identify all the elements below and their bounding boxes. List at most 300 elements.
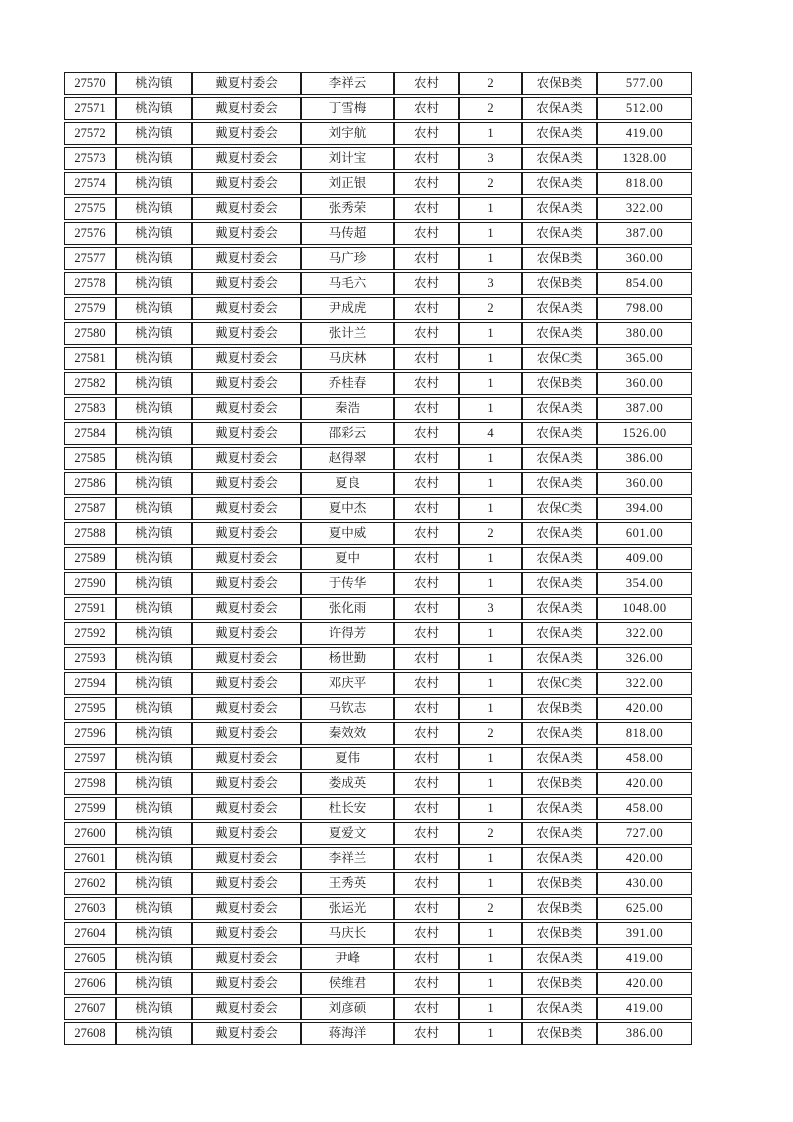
cell-village-committee: 戴夏村委会 [192, 422, 301, 445]
cell-household-category: 农村 [394, 347, 459, 370]
table-row [64, 897, 692, 920]
cell-town: 桃沟镇 [116, 672, 192, 695]
cell-person-name: 秦浩 [301, 397, 394, 420]
cell-household-category: 农村 [394, 622, 459, 645]
cell-person-name: 刘宇航 [301, 122, 394, 145]
cell-amount: 727.00 [597, 822, 692, 845]
table-row [64, 372, 692, 395]
table-row [64, 922, 692, 945]
cell-person-count: 1 [459, 947, 522, 970]
cell-person-name: 夏中威 [301, 522, 394, 545]
cell-serial-number: 27571 [64, 97, 116, 120]
cell-person-count: 1 [459, 547, 522, 570]
cell-serial-number: 27597 [64, 747, 116, 770]
table-row [64, 72, 692, 95]
cell-insurance-type: 农保A类 [522, 222, 597, 245]
cell-household-category: 农村 [394, 922, 459, 945]
cell-amount: 322.00 [597, 672, 692, 695]
table-row [64, 122, 692, 145]
cell-serial-number: 27578 [64, 272, 116, 295]
cell-amount: 322.00 [597, 197, 692, 220]
cell-serial-number: 27600 [64, 822, 116, 845]
cell-person-count: 1 [459, 122, 522, 145]
cell-household-category: 农村 [394, 572, 459, 595]
cell-household-category: 农村 [394, 472, 459, 495]
cell-insurance-type: 农保A类 [522, 172, 597, 195]
cell-household-category: 农村 [394, 947, 459, 970]
cell-insurance-type: 农保A类 [522, 97, 597, 120]
cell-village-committee: 戴夏村委会 [192, 847, 301, 870]
table-row [64, 572, 692, 595]
cell-household-category: 农村 [394, 1022, 459, 1045]
cell-village-committee: 戴夏村委会 [192, 597, 301, 620]
cell-serial-number: 27606 [64, 972, 116, 995]
cell-serial-number: 27605 [64, 947, 116, 970]
cell-town: 桃沟镇 [116, 447, 192, 470]
cell-serial-number: 27581 [64, 347, 116, 370]
cell-village-committee: 戴夏村委会 [192, 947, 301, 970]
cell-village-committee: 戴夏村委会 [192, 922, 301, 945]
cell-serial-number: 27602 [64, 872, 116, 895]
cell-amount: 394.00 [597, 497, 692, 520]
cell-household-category: 农村 [394, 797, 459, 820]
cell-village-committee: 戴夏村委会 [192, 622, 301, 645]
table-row [64, 222, 692, 245]
table-row [64, 197, 692, 220]
cell-village-committee: 戴夏村委会 [192, 572, 301, 595]
cell-household-category: 农村 [394, 97, 459, 120]
cell-household-category: 农村 [394, 747, 459, 770]
cell-household-category: 农村 [394, 247, 459, 270]
cell-insurance-type: 农保A类 [522, 747, 597, 770]
cell-serial-number: 27604 [64, 922, 116, 945]
cell-person-name: 赵得翠 [301, 447, 394, 470]
cell-insurance-type: 农保B类 [522, 697, 597, 720]
cell-person-count: 1 [459, 397, 522, 420]
cell-serial-number: 27572 [64, 122, 116, 145]
cell-household-category: 农村 [394, 422, 459, 445]
cell-town: 桃沟镇 [116, 747, 192, 770]
cell-household-category: 农村 [394, 147, 459, 170]
cell-town: 桃沟镇 [116, 322, 192, 345]
cell-person-count: 1 [459, 747, 522, 770]
cell-household-category: 农村 [394, 197, 459, 220]
cell-amount: 420.00 [597, 847, 692, 870]
cell-insurance-type: 农保A类 [522, 297, 597, 320]
cell-person-name: 于传华 [301, 572, 394, 595]
table-row [64, 647, 692, 670]
cell-town: 桃沟镇 [116, 972, 192, 995]
cell-person-name: 马钦志 [301, 697, 394, 720]
cell-serial-number: 27603 [64, 897, 116, 920]
table-row [64, 822, 692, 845]
table-row [64, 972, 692, 995]
cell-amount: 322.00 [597, 622, 692, 645]
cell-person-name: 马广珍 [301, 247, 394, 270]
cell-household-category: 农村 [394, 597, 459, 620]
cell-amount: 365.00 [597, 347, 692, 370]
cell-person-count: 3 [459, 272, 522, 295]
cell-household-category: 农村 [394, 672, 459, 695]
cell-person-name: 邓庆平 [301, 672, 394, 695]
cell-household-category: 农村 [394, 647, 459, 670]
cell-person-name: 夏爱文 [301, 822, 394, 845]
cell-town: 桃沟镇 [116, 922, 192, 945]
cell-village-committee: 戴夏村委会 [192, 322, 301, 345]
cell-household-category: 农村 [394, 172, 459, 195]
cell-household-category: 农村 [394, 297, 459, 320]
cell-person-name: 夏伟 [301, 747, 394, 770]
cell-person-count: 1 [459, 372, 522, 395]
cell-town: 桃沟镇 [116, 122, 192, 145]
cell-village-committee: 戴夏村委会 [192, 797, 301, 820]
cell-town: 桃沟镇 [116, 522, 192, 545]
cell-insurance-type: 农保A类 [522, 622, 597, 645]
cell-town: 桃沟镇 [116, 72, 192, 95]
cell-household-category: 农村 [394, 497, 459, 520]
cell-person-count: 1 [459, 247, 522, 270]
cell-person-count: 1 [459, 1022, 522, 1045]
cell-village-committee: 戴夏村委会 [192, 147, 301, 170]
cell-person-name: 李祥兰 [301, 847, 394, 870]
cell-serial-number: 27585 [64, 447, 116, 470]
table-row [64, 847, 692, 870]
cell-amount: 419.00 [597, 947, 692, 970]
table-row [64, 322, 692, 345]
table-body [64, 72, 692, 1045]
cell-person-name: 夏良 [301, 472, 394, 495]
cell-insurance-type: 农保A类 [522, 647, 597, 670]
table-row [64, 297, 692, 320]
table-row [64, 172, 692, 195]
cell-insurance-type: 农保C类 [522, 497, 597, 520]
cell-amount: 354.00 [597, 572, 692, 595]
cell-amount: 420.00 [597, 972, 692, 995]
cell-town: 桃沟镇 [116, 197, 192, 220]
cell-village-committee: 戴夏村委会 [192, 272, 301, 295]
cell-town: 桃沟镇 [116, 822, 192, 845]
cell-amount: 380.00 [597, 322, 692, 345]
cell-person-name: 许得芳 [301, 622, 394, 645]
cell-amount: 458.00 [597, 747, 692, 770]
cell-town: 桃沟镇 [116, 347, 192, 370]
cell-village-committee: 戴夏村委会 [192, 647, 301, 670]
cell-household-category: 农村 [394, 322, 459, 345]
cell-amount: 798.00 [597, 297, 692, 320]
table-row [64, 872, 692, 895]
cell-person-count: 2 [459, 72, 522, 95]
cell-village-committee: 戴夏村委会 [192, 172, 301, 195]
cell-serial-number: 27587 [64, 497, 116, 520]
cell-serial-number: 27591 [64, 597, 116, 620]
cell-insurance-type: 农保B类 [522, 922, 597, 945]
cell-village-committee: 戴夏村委会 [192, 747, 301, 770]
cell-person-name: 夏中 [301, 547, 394, 570]
cell-person-name: 杜长安 [301, 797, 394, 820]
cell-town: 桃沟镇 [116, 547, 192, 570]
cell-village-committee: 戴夏村委会 [192, 497, 301, 520]
cell-serial-number: 27582 [64, 372, 116, 395]
cell-amount: 386.00 [597, 447, 692, 470]
cell-village-committee: 戴夏村委会 [192, 197, 301, 220]
cell-serial-number: 27593 [64, 647, 116, 670]
cell-amount: 360.00 [597, 372, 692, 395]
cell-town: 桃沟镇 [116, 947, 192, 970]
cell-amount: 458.00 [597, 797, 692, 820]
cell-household-category: 农村 [394, 997, 459, 1020]
cell-amount: 419.00 [597, 122, 692, 145]
cell-village-committee: 戴夏村委会 [192, 472, 301, 495]
cell-village-committee: 戴夏村委会 [192, 1022, 301, 1045]
cell-household-category: 农村 [394, 822, 459, 845]
table-row [64, 722, 692, 745]
cell-amount: 818.00 [597, 722, 692, 745]
cell-person-count: 1 [459, 347, 522, 370]
cell-town: 桃沟镇 [116, 272, 192, 295]
cell-serial-number: 27577 [64, 247, 116, 270]
cell-village-committee: 戴夏村委会 [192, 972, 301, 995]
cell-serial-number: 27607 [64, 997, 116, 1020]
cell-person-name: 马传超 [301, 222, 394, 245]
cell-village-committee: 戴夏村委会 [192, 397, 301, 420]
cell-amount: 854.00 [597, 272, 692, 295]
cell-person-count: 1 [459, 647, 522, 670]
cell-insurance-type: 农保A类 [522, 722, 597, 745]
cell-town: 桃沟镇 [116, 722, 192, 745]
cell-insurance-type: 农保C类 [522, 347, 597, 370]
cell-town: 桃沟镇 [116, 472, 192, 495]
cell-person-name: 尹成虎 [301, 297, 394, 320]
cell-person-count: 1 [459, 997, 522, 1020]
cell-serial-number: 27588 [64, 522, 116, 545]
cell-serial-number: 27595 [64, 697, 116, 720]
cell-town: 桃沟镇 [116, 597, 192, 620]
cell-person-count: 2 [459, 897, 522, 920]
cell-household-category: 农村 [394, 447, 459, 470]
cell-town: 桃沟镇 [116, 797, 192, 820]
cell-insurance-type: 农保B类 [522, 897, 597, 920]
cell-town: 桃沟镇 [116, 422, 192, 445]
cell-household-category: 农村 [394, 697, 459, 720]
cell-person-count: 1 [459, 972, 522, 995]
table-row [64, 1022, 692, 1045]
cell-person-count: 3 [459, 147, 522, 170]
table-row [64, 622, 692, 645]
cell-town: 桃沟镇 [116, 147, 192, 170]
cell-village-committee: 戴夏村委会 [192, 97, 301, 120]
cell-insurance-type: 农保A类 [522, 997, 597, 1020]
table-row [64, 597, 692, 620]
cell-serial-number: 27608 [64, 1022, 116, 1045]
cell-amount: 360.00 [597, 247, 692, 270]
table-row [64, 97, 692, 120]
cell-village-committee: 戴夏村委会 [192, 522, 301, 545]
cell-town: 桃沟镇 [116, 372, 192, 395]
cell-amount: 420.00 [597, 697, 692, 720]
cell-person-count: 1 [459, 222, 522, 245]
cell-village-committee: 戴夏村委会 [192, 772, 301, 795]
cell-amount: 1526.00 [597, 422, 692, 445]
cell-person-name: 刘计宝 [301, 147, 394, 170]
cell-household-category: 农村 [394, 847, 459, 870]
cell-amount: 360.00 [597, 472, 692, 495]
cell-amount: 391.00 [597, 922, 692, 945]
cell-village-committee: 戴夏村委会 [192, 872, 301, 895]
cell-village-committee: 戴夏村委会 [192, 997, 301, 1020]
cell-village-committee: 戴夏村委会 [192, 72, 301, 95]
cell-serial-number: 27583 [64, 397, 116, 420]
table-row [64, 472, 692, 495]
table-row [64, 497, 692, 520]
cell-amount: 1328.00 [597, 147, 692, 170]
cell-household-category: 农村 [394, 872, 459, 895]
cell-village-committee: 戴夏村委会 [192, 722, 301, 745]
cell-serial-number: 27594 [64, 672, 116, 695]
cell-amount: 387.00 [597, 397, 692, 420]
table-row [64, 447, 692, 470]
cell-person-count: 2 [459, 522, 522, 545]
cell-village-committee: 戴夏村委会 [192, 672, 301, 695]
cell-town: 桃沟镇 [116, 1022, 192, 1045]
cell-person-count: 1 [459, 772, 522, 795]
cell-amount: 387.00 [597, 222, 692, 245]
cell-insurance-type: 农保B类 [522, 972, 597, 995]
cell-person-count: 1 [459, 447, 522, 470]
cell-amount: 625.00 [597, 897, 692, 920]
cell-person-name: 夏中杰 [301, 497, 394, 520]
cell-village-committee: 戴夏村委会 [192, 222, 301, 245]
cell-insurance-type: 农保A类 [522, 472, 597, 495]
cell-household-category: 农村 [394, 522, 459, 545]
cell-serial-number: 27586 [64, 472, 116, 495]
cell-village-committee: 戴夏村委会 [192, 247, 301, 270]
cell-insurance-type: 农保A类 [522, 322, 597, 345]
cell-insurance-type: 农保B类 [522, 272, 597, 295]
cell-village-committee: 戴夏村委会 [192, 697, 301, 720]
cell-household-category: 农村 [394, 772, 459, 795]
cell-serial-number: 27579 [64, 297, 116, 320]
table-row [64, 947, 692, 970]
cell-insurance-type: 农保A类 [522, 572, 597, 595]
cell-person-name: 张化雨 [301, 597, 394, 620]
cell-amount: 577.00 [597, 72, 692, 95]
cell-household-category: 农村 [394, 222, 459, 245]
cell-person-count: 1 [459, 472, 522, 495]
cell-village-committee: 戴夏村委会 [192, 447, 301, 470]
cell-person-count: 1 [459, 872, 522, 895]
cell-serial-number: 27589 [64, 547, 116, 570]
cell-insurance-type: 农保A类 [522, 147, 597, 170]
cell-person-name: 秦效效 [301, 722, 394, 745]
cell-household-category: 农村 [394, 72, 459, 95]
cell-insurance-type: 农保B类 [522, 772, 597, 795]
cell-town: 桃沟镇 [116, 297, 192, 320]
cell-insurance-type: 农保C类 [522, 672, 597, 695]
cell-town: 桃沟镇 [116, 222, 192, 245]
cell-town: 桃沟镇 [116, 247, 192, 270]
cell-person-name: 马庆长 [301, 922, 394, 945]
cell-insurance-type: 农保A类 [522, 547, 597, 570]
cell-insurance-type: 农保A类 [522, 447, 597, 470]
cell-person-count: 2 [459, 97, 522, 120]
cell-town: 桃沟镇 [116, 497, 192, 520]
cell-insurance-type: 农保B类 [522, 372, 597, 395]
cell-insurance-type: 农保B类 [522, 72, 597, 95]
cell-person-name: 马毛六 [301, 272, 394, 295]
cell-town: 桃沟镇 [116, 97, 192, 120]
cell-insurance-type: 农保A类 [522, 122, 597, 145]
cell-household-category: 农村 [394, 372, 459, 395]
cell-person-name: 杨世勤 [301, 647, 394, 670]
cell-town: 桃沟镇 [116, 872, 192, 895]
cell-person-name: 王秀英 [301, 872, 394, 895]
cell-household-category: 农村 [394, 122, 459, 145]
cell-town: 桃沟镇 [116, 647, 192, 670]
cell-insurance-type: 农保A类 [522, 397, 597, 420]
cell-village-committee: 戴夏村委会 [192, 372, 301, 395]
cell-town: 桃沟镇 [116, 847, 192, 870]
cell-serial-number: 27601 [64, 847, 116, 870]
table-row [64, 772, 692, 795]
cell-insurance-type: 农保B类 [522, 1022, 597, 1045]
cell-insurance-type: 农保A类 [522, 847, 597, 870]
cell-household-category: 农村 [394, 722, 459, 745]
cell-insurance-type: 农保A类 [522, 947, 597, 970]
cell-amount: 818.00 [597, 172, 692, 195]
cell-town: 桃沟镇 [116, 622, 192, 645]
cell-person-name: 张运光 [301, 897, 394, 920]
cell-serial-number: 27573 [64, 147, 116, 170]
table-row [64, 422, 692, 445]
cell-person-name: 蒋海洋 [301, 1022, 394, 1045]
cell-serial-number: 27599 [64, 797, 116, 820]
cell-person-count: 1 [459, 497, 522, 520]
table-row [64, 672, 692, 695]
cell-person-name: 尹峰 [301, 947, 394, 970]
cell-person-count: 1 [459, 322, 522, 345]
cell-village-committee: 戴夏村委会 [192, 822, 301, 845]
cell-amount: 386.00 [597, 1022, 692, 1045]
table-row [64, 797, 692, 820]
cell-village-committee: 戴夏村委会 [192, 547, 301, 570]
cell-amount: 1048.00 [597, 597, 692, 620]
table-row [64, 997, 692, 1020]
cell-person-count: 1 [459, 697, 522, 720]
cell-person-count: 1 [459, 922, 522, 945]
cell-serial-number: 27575 [64, 197, 116, 220]
table-row [64, 697, 692, 720]
table-row [64, 747, 692, 770]
cell-amount: 420.00 [597, 772, 692, 795]
cell-person-count: 2 [459, 172, 522, 195]
cell-insurance-type: 农保A类 [522, 422, 597, 445]
cell-insurance-type: 农保A类 [522, 597, 597, 620]
cell-person-count: 1 [459, 622, 522, 645]
cell-serial-number: 27598 [64, 772, 116, 795]
cell-person-count: 1 [459, 197, 522, 220]
cell-amount: 419.00 [597, 997, 692, 1020]
cell-serial-number: 27590 [64, 572, 116, 595]
cell-person-count: 2 [459, 297, 522, 320]
cell-insurance-type: 农保A类 [522, 197, 597, 220]
cell-household-category: 农村 [394, 272, 459, 295]
cell-person-name: 邵彩云 [301, 422, 394, 445]
table-row [64, 522, 692, 545]
cell-serial-number: 27576 [64, 222, 116, 245]
cell-serial-number: 27584 [64, 422, 116, 445]
cell-household-category: 农村 [394, 397, 459, 420]
cell-person-count: 1 [459, 672, 522, 695]
